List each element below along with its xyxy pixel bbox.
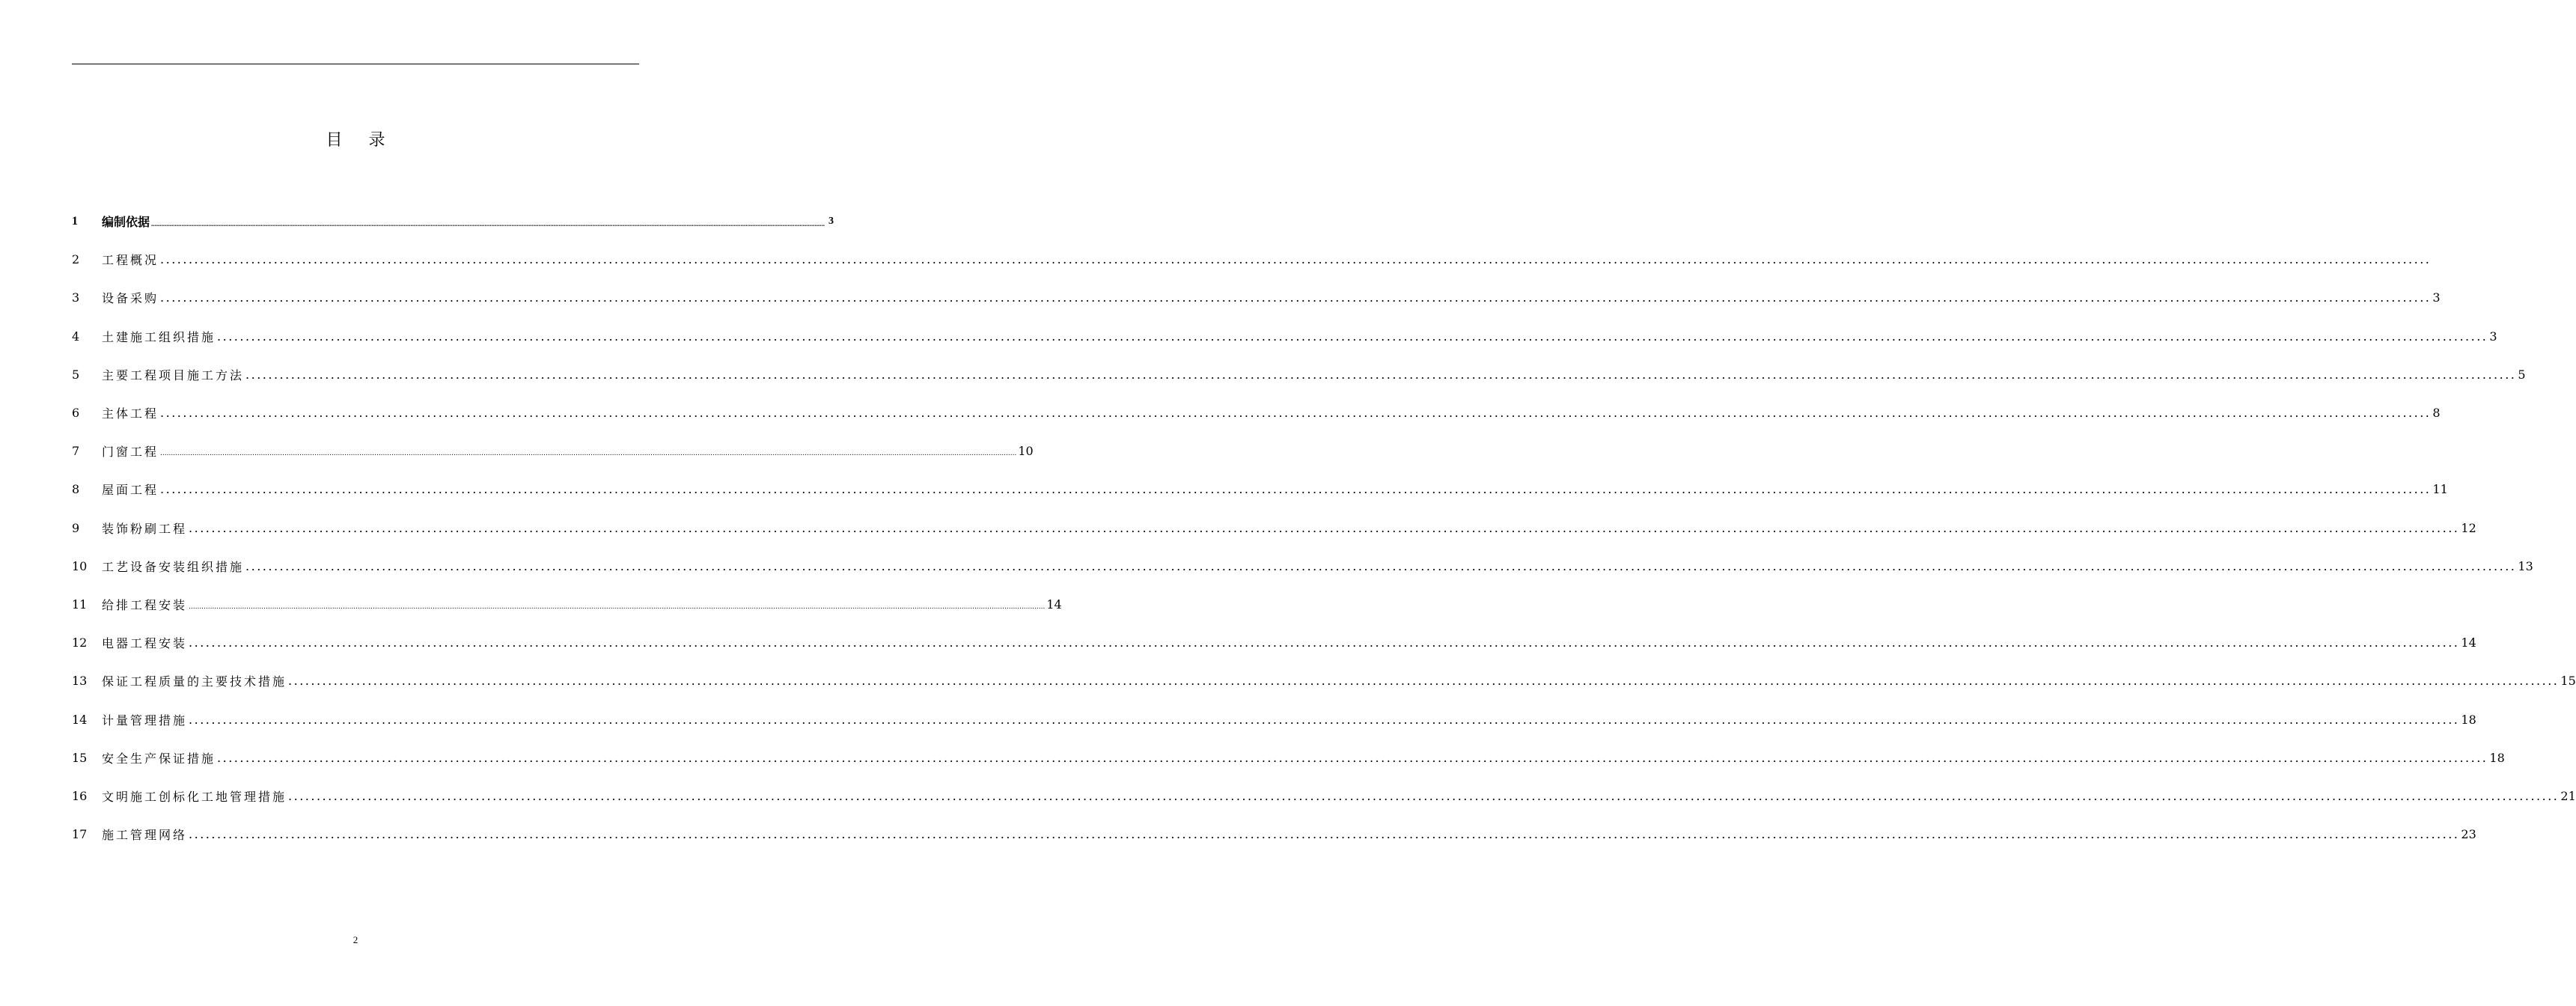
toc-entry-number: 6 (72, 406, 80, 421)
toc-entry[interactable] (72, 394, 2441, 432)
toc-dot-leader: ................................................................................................................................................................................................................................................................................................................................................................................................................ (189, 603, 1046, 612)
toc-entry-title: 土建施工组织措施 (102, 329, 216, 344)
toc-entry-page: 23 (2461, 827, 2476, 842)
toc-entry-title: 保证工程质量的主要技术措施 (102, 674, 287, 689)
toc-entry-page: 14 (2461, 635, 2476, 650)
toc-entry-page: 13 (2518, 558, 2533, 573)
toc-entry-page: 14 (1046, 597, 1062, 612)
toc-entry[interactable] (72, 202, 834, 240)
toc-entry-page: 3 (2432, 290, 2441, 305)
toc-entry-number: 17 (72, 827, 88, 842)
toc-entry-number: 11 (72, 597, 88, 612)
page-number: 2 (352, 934, 358, 945)
toc-entry[interactable] (72, 470, 2448, 508)
toc-entry-number: 9 (72, 520, 80, 535)
toc-dot-leader: ................................................................................................................................................................................................................................................................................................................................................................................................................ (245, 367, 2517, 382)
toc-entry[interactable] (72, 356, 2526, 394)
toc-entry-page: 11 (2432, 482, 2448, 497)
toc-entry-page: 18 (2461, 712, 2476, 727)
toc-entry-number: 14 (72, 712, 88, 727)
toc-entry[interactable] (72, 739, 2505, 777)
toc-dot-leader: ................................................................................................................................................................................................................................................................................................................................................................................................................ (160, 482, 2432, 497)
toc-entry-title: 给排工程安装 (102, 597, 188, 612)
toc-entry-title: 编制依据 (102, 216, 150, 230)
toc-dot-leader: ................................................................................................................................................................................................................................................................................................................................................................................................................ (189, 827, 2460, 842)
toc-entry[interactable] (72, 240, 2432, 278)
toc-dot-leader: ................................................................................................................................................................................................................................................................................................................................................................................................................ (245, 558, 2517, 573)
toc-entry-title: 门窗工程 (102, 445, 159, 460)
toc-entry-number: 2 (72, 252, 80, 267)
toc-entry[interactable] (72, 509, 2476, 547)
table-of-contents (72, 202, 2576, 853)
toc-entry-page: 18 (2489, 750, 2505, 765)
toc-dot-leader: ................................................................................................................................................................................................................................................................................................................................................................................................................ (160, 252, 2432, 267)
toc-entry-number: 3 (72, 290, 80, 305)
toc-entry-title: 施工管理网络 (102, 828, 188, 843)
toc-entry[interactable] (72, 585, 1062, 624)
toc-dot-leader: ................................................................................................................................................................................................................................................................................................................................................................................................................ (217, 329, 2488, 344)
toc-entry[interactable] (72, 624, 2476, 662)
toc-entry-page: 5 (2518, 367, 2526, 382)
toc-entry-page: 12 (2461, 520, 2476, 535)
toc-entry[interactable] (72, 700, 2476, 738)
toc-dot-leader: ................................................................................................................................................................................................................................................................................................................................................................................................................ (288, 788, 2560, 803)
toc-dot-leader: ................................................................................................................................................................................................................................................................................................................................................................................................................ (189, 520, 2460, 535)
toc-entry[interactable] (72, 547, 2533, 585)
toc-dot-leader: ................................................................................................................................................................................................................................................................................................................................................................................................................ (151, 220, 825, 228)
toc-dot-leader: ................................................................................................................................................................................................................................................................................................................................................................................................................ (160, 406, 2432, 421)
toc-entry-title: 装饰粉刷工程 (102, 521, 188, 536)
toc-entry-title: 设备采购 (102, 291, 159, 306)
toc-entry[interactable] (72, 432, 1034, 470)
toc-dot-leader: ................................................................................................................................................................................................................................................................................................................................................................................................................ (160, 450, 1017, 458)
toc-entry-title: 主要工程项目施工方法 (102, 368, 245, 382)
toc-entry-title: 主体工程 (102, 406, 159, 421)
toc-entry-title: 屋面工程 (102, 483, 159, 498)
toc-entry-page: 3 (828, 215, 834, 227)
toc-entry-number: 15 (72, 750, 88, 765)
toc-entry[interactable] (72, 317, 2497, 356)
toc-entry-page: 10 (1018, 444, 1034, 459)
toc-entry[interactable] (72, 662, 2576, 700)
toc-dot-leader: ................................................................................................................................................................................................................................................................................................................................................................................................................ (189, 635, 2460, 650)
toc-entry-title: 文明施工创标化工地管理措施 (102, 789, 287, 804)
toc-entry-number: 16 (72, 788, 88, 803)
toc-entry-number: 7 (72, 444, 80, 459)
toc-dot-leader: ................................................................................................................................................................................................................................................................................................................................................................................................................ (217, 750, 2488, 765)
toc-entry-page: 21 (2560, 788, 2576, 803)
toc-title: 目 录 (326, 131, 396, 150)
toc-entry-title: 安全生产保证措施 (102, 751, 216, 766)
toc-entry-page: 3 (2489, 329, 2497, 344)
toc-entry[interactable] (72, 815, 2476, 853)
toc-entry-number: 10 (72, 558, 88, 573)
toc-entry-page: 15 (2560, 674, 2576, 689)
toc-entry-number: 8 (72, 482, 80, 497)
toc-entry[interactable] (72, 278, 2441, 317)
toc-entry-number: 1 (72, 214, 78, 228)
toc-entry-number: 4 (72, 329, 80, 344)
toc-dot-leader: ................................................................................................................................................................................................................................................................................................................................................................................................................ (160, 290, 2432, 305)
toc-entry-title: 电器工程安装 (102, 636, 188, 651)
toc-entry-title: 工程概况 (102, 253, 159, 268)
toc-entry-title: 计量管理措施 (102, 713, 188, 728)
toc-dot-leader: ................................................................................................................................................................................................................................................................................................................................................................................................................ (288, 674, 2560, 689)
toc-entry-number: 13 (72, 674, 88, 689)
toc-entry[interactable] (72, 777, 2576, 815)
toc-entry-page: 8 (2432, 406, 2441, 421)
toc-entry-number: 12 (72, 635, 88, 650)
toc-dot-leader: ................................................................................................................................................................................................................................................................................................................................................................................................................ (189, 712, 2460, 727)
toc-entry-number: 5 (72, 367, 80, 382)
toc-entry-title: 工艺设备安装组织措施 (102, 559, 245, 574)
